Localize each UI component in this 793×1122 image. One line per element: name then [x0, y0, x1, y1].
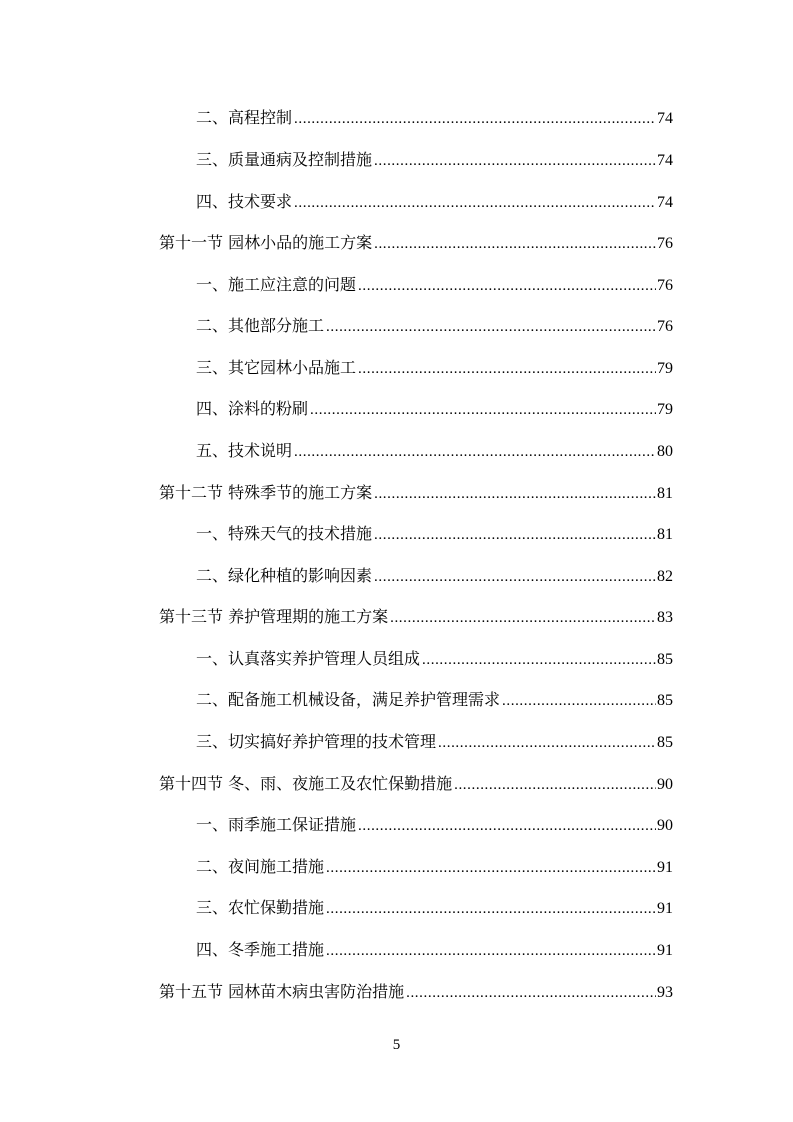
toc-entry-page: 76	[657, 277, 673, 294]
toc-dot-leader	[358, 357, 656, 381]
toc-entry-title: 四、涂料的粉刷	[196, 399, 309, 418]
toc-section-title: 第十三节 养护管理期的施工方案	[159, 607, 389, 626]
toc-dot-leader	[294, 107, 656, 131]
toc-entry-title: 二、配备施工机械设备，满足养护管理需求	[196, 690, 501, 709]
toc-entry-page: 81	[657, 526, 673, 543]
toc-entry-page: 85	[657, 692, 673, 709]
toc-dot-leader	[406, 981, 656, 1005]
toc-entry-page: 80	[657, 443, 673, 460]
toc-entry-page: 91	[657, 859, 673, 876]
toc-entry-page: 74	[657, 194, 673, 211]
toc-entry-jixie-shebei[interactable]	[196, 688, 673, 712]
toc-entry-title: 四、技术要求	[196, 192, 293, 211]
toc-entry-yanghu-renyuan[interactable]	[196, 647, 673, 671]
toc-section-page: 90	[657, 776, 673, 793]
toc-entry-title: 一、施工应注意的问题	[196, 275, 357, 294]
toc-section-title: 第十五节 园林苗木病虫害防治措施	[159, 982, 405, 1001]
toc-dot-leader	[310, 398, 656, 422]
toc-dot-leader	[422, 648, 656, 672]
page-number: 5	[392, 1037, 401, 1053]
toc-entry-yejian-shigong[interactable]	[196, 855, 673, 879]
toc-dot-leader	[390, 606, 656, 630]
toc-entry-teshu-tianqi[interactable]	[196, 522, 673, 546]
toc-dot-leader	[374, 232, 656, 256]
toc-entry-page: 82	[657, 568, 673, 585]
toc-entry-page: 91	[657, 900, 673, 917]
toc-dot-leader	[294, 191, 656, 215]
toc-dot-leader	[374, 565, 656, 589]
toc-entry-page: 74	[657, 152, 673, 169]
toc-entry-title: 三、农忙保勤措施	[196, 898, 325, 917]
toc-section-12[interactable]	[159, 481, 673, 505]
toc-section-title: 第十二节 特殊季节的施工方案	[159, 483, 373, 502]
toc-entry-page: 91	[657, 942, 673, 959]
toc-section-page: 83	[657, 609, 673, 626]
toc-section-page: 93	[657, 984, 673, 1001]
toc-dot-leader	[326, 856, 656, 880]
toc-dot-leader	[502, 689, 656, 713]
toc-entry-jishu-yaoqiu[interactable]	[196, 190, 673, 214]
toc-entry-yuji-shigong[interactable]	[196, 813, 673, 837]
toc-dot-leader	[374, 523, 656, 547]
toc-entry-lvhua-zhongzhi[interactable]	[196, 564, 673, 588]
toc-section-11[interactable]	[159, 231, 673, 255]
toc-entry-page: 90	[657, 817, 673, 834]
toc-dot-leader	[326, 939, 656, 963]
toc-section-title: 第十四节 冬、雨、夜施工及农忙保勤措施	[159, 774, 453, 793]
toc-entry-jishu-guanli[interactable]	[196, 730, 673, 754]
toc-section-14[interactable]	[159, 772, 673, 796]
toc-entry-title: 二、高程控制	[196, 108, 293, 127]
toc-section-page: 81	[657, 485, 673, 502]
toc-entry-title: 一、认真落实养护管理人员组成	[196, 649, 421, 668]
toc-section-13[interactable]	[159, 605, 673, 629]
toc-entry-title: 一、雨季施工保证措施	[196, 815, 357, 834]
toc-entry-tuliao-fenshua[interactable]	[196, 397, 673, 421]
toc-dot-leader	[326, 315, 656, 339]
toc-entry-page: 85	[657, 734, 673, 751]
toc-entry-page: 79	[657, 401, 673, 418]
toc-entry-jishu-shuoming[interactable]	[196, 439, 673, 463]
toc-entry-zhiliang-tongbing[interactable]	[196, 148, 673, 172]
toc-entry-title: 三、切实搞好养护管理的技术管理	[196, 732, 437, 751]
toc-entry-title: 二、夜间施工措施	[196, 857, 325, 876]
toc-dot-leader	[374, 149, 656, 173]
toc-section-15[interactable]	[159, 980, 673, 1004]
toc-dot-leader	[294, 440, 656, 464]
toc-entry-shigong-zhuyi[interactable]	[196, 273, 673, 297]
toc-dot-leader	[358, 814, 656, 838]
toc-entry-title: 二、绿化种植的影响因素	[196, 566, 373, 585]
toc-entry-title: 三、其它园林小品施工	[196, 358, 357, 377]
toc-entry-title: 三、质量通病及控制措施	[196, 150, 373, 169]
toc-entry-qita-xiaopin[interactable]	[196, 356, 673, 380]
toc-entry-page: 85	[657, 651, 673, 668]
toc-entry-page: 74	[657, 110, 673, 127]
toc-section-title: 第十一节 园林小品的施工方案	[159, 233, 373, 252]
toc-section-page: 76	[657, 235, 673, 252]
toc-entry-page: 79	[657, 360, 673, 377]
toc-entry-title: 一、特殊天气的技术措施	[196, 524, 373, 543]
toc-dot-leader	[374, 482, 656, 506]
toc-dot-leader	[438, 731, 656, 755]
toc-entry-title: 四、冬季施工措施	[196, 940, 325, 959]
toc-entry-nongmang-baoqin[interactable]	[196, 896, 673, 920]
toc-entry-page: 76	[657, 318, 673, 335]
toc-entry-qita-bufen[interactable]	[196, 314, 673, 338]
toc-dot-leader	[358, 274, 656, 298]
toc-entry-dongji-shigong[interactable]	[196, 938, 673, 962]
toc-entry-title: 二、其他部分施工	[196, 316, 325, 335]
toc-entry-gaocheng-kongzhi[interactable]	[196, 106, 673, 130]
toc-entry-title: 五、技术说明	[196, 441, 293, 460]
toc-dot-leader	[454, 773, 656, 797]
toc-dot-leader	[326, 897, 656, 921]
